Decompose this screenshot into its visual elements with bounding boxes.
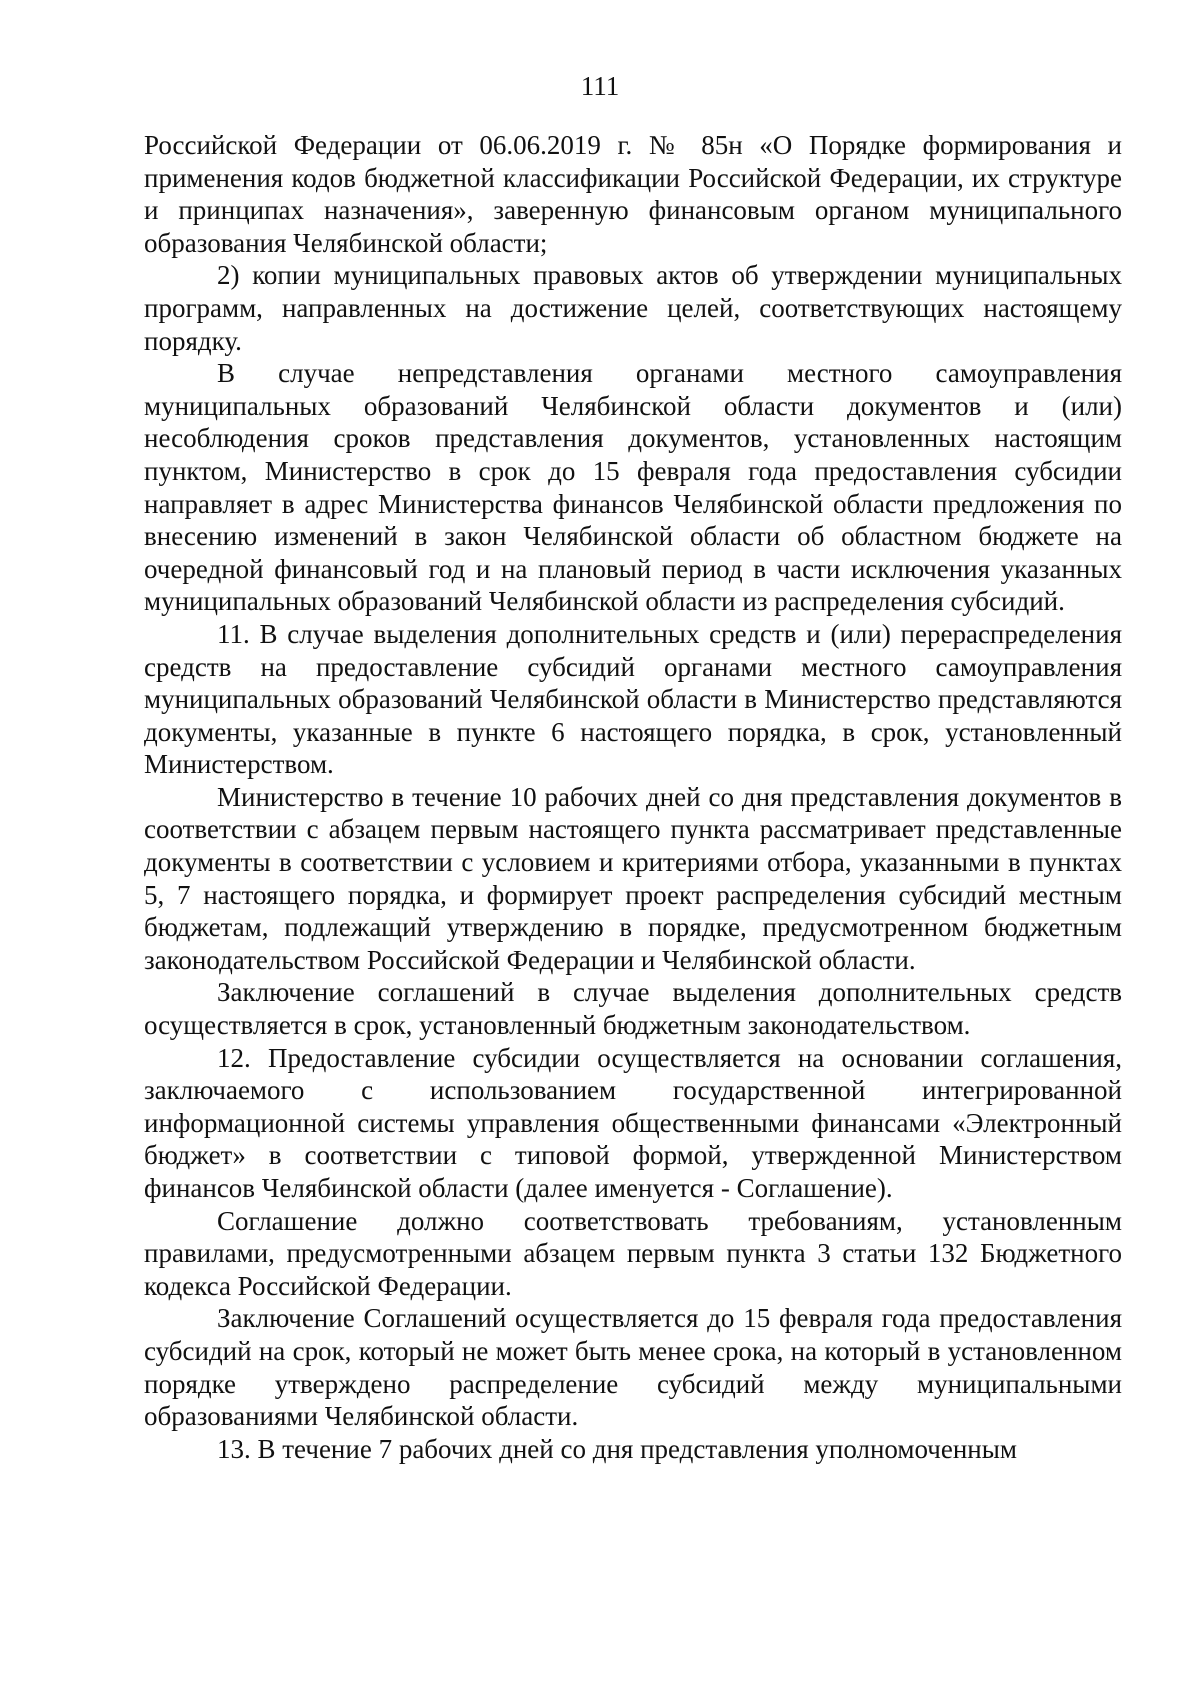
- paragraph-clause-12: 12. Предоставление субсидии осуществляется на основании соглашения, заключаемого с использованием государственной интегрированной информационной системы управления общественными финансами «Электронный бюджет» в соответствии с типовой формой, утвержденной Министерством финансов Челябинской области (далее именуется - Соглашение).: [144, 1042, 1122, 1203]
- paragraph-clause-11: 11. В случае выделения дополнительных средств и (или) перераспределения средств на предоставление субсидий органами местного самоуправления муниципальных образований Челябинской области в Министерство представляются документы, указанные в пункте 6 настоящего порядка, в срок, установленный Министерством.: [144, 618, 1122, 780]
- paragraph-item-2-copies: 2) копии муниципальных правовых актов об утверждении муниципальных программ, направленных на достижение целей, соответствующих настоящему порядку.: [144, 260, 1122, 356]
- paragraph-agreement-requirements: Соглашение должно соответствовать требованиям, установленным правилами, предусмотренными абзацем первым пункта 3 статьи 132 Бюджетного кодекса Российской Федерации.: [144, 1205, 1122, 1301]
- paragraph-non-submission: В случае непредставления органами местного самоуправления муниципальных образований Челябинской области документов и (или) несоблюдения сроков представления документов, установленных настоящим пунктом, Министерство в срок до 15 февраля года предоставления субсидии направляет в адрес Министерства финансов Челябинской области предложения по внесению изменений в закон Челябинской области об областном бюджете на очередной финансовый год и на плановый период в части исключения указанных муниципальных образований Челябинской области из распределения субсидий.: [144, 358, 1122, 617]
- paragraph-agreement-deadline: Заключение Соглашений осуществляется до 15 февраля года предоставления субсидий на срок, который не может быть менее срока, на который в установленном порядке утверждено распределение субсидий между муниципальными образованиями Челябинской области.: [144, 1303, 1122, 1432]
- page-number: 111: [580, 71, 620, 101]
- paragraph-agreements-additional-funds: Заключение соглашений в случае выделения дополнительных средств осуществляется в срок, установленный бюджетным законодательством.: [144, 977, 1122, 1041]
- paragraph-continuation: Российской Федерации от 06.06.2019 г. № 85н «О Порядке формирования и применения кодов бюджетной классификации Российской Федерации, их структуре и принципах назначения», заверенную финансовым органом муниципального образования Челябинской области;: [144, 130, 1122, 258]
- document-body: [144, 129, 1122, 1465]
- paragraph-ministry-review: Министерство в течение 10 рабочих дней со дня представления документов в соответствии с абзацем первым настоящего пункта рассматривает представленные документы в соответствии с условием и критериями отбора, указанными в пунктах 5, 7 настоящего порядка, и формирует проект распределения субсидий местным бюджетам, подлежащий утверждению в порядке, предусмотренном бюджетным законодательством Российской Федерации и Челябинской области.: [144, 781, 1122, 975]
- paragraph-clause-13: 13. В течение 7 рабочих дней со дня представления уполномоченным: [217, 1433, 1017, 1464]
